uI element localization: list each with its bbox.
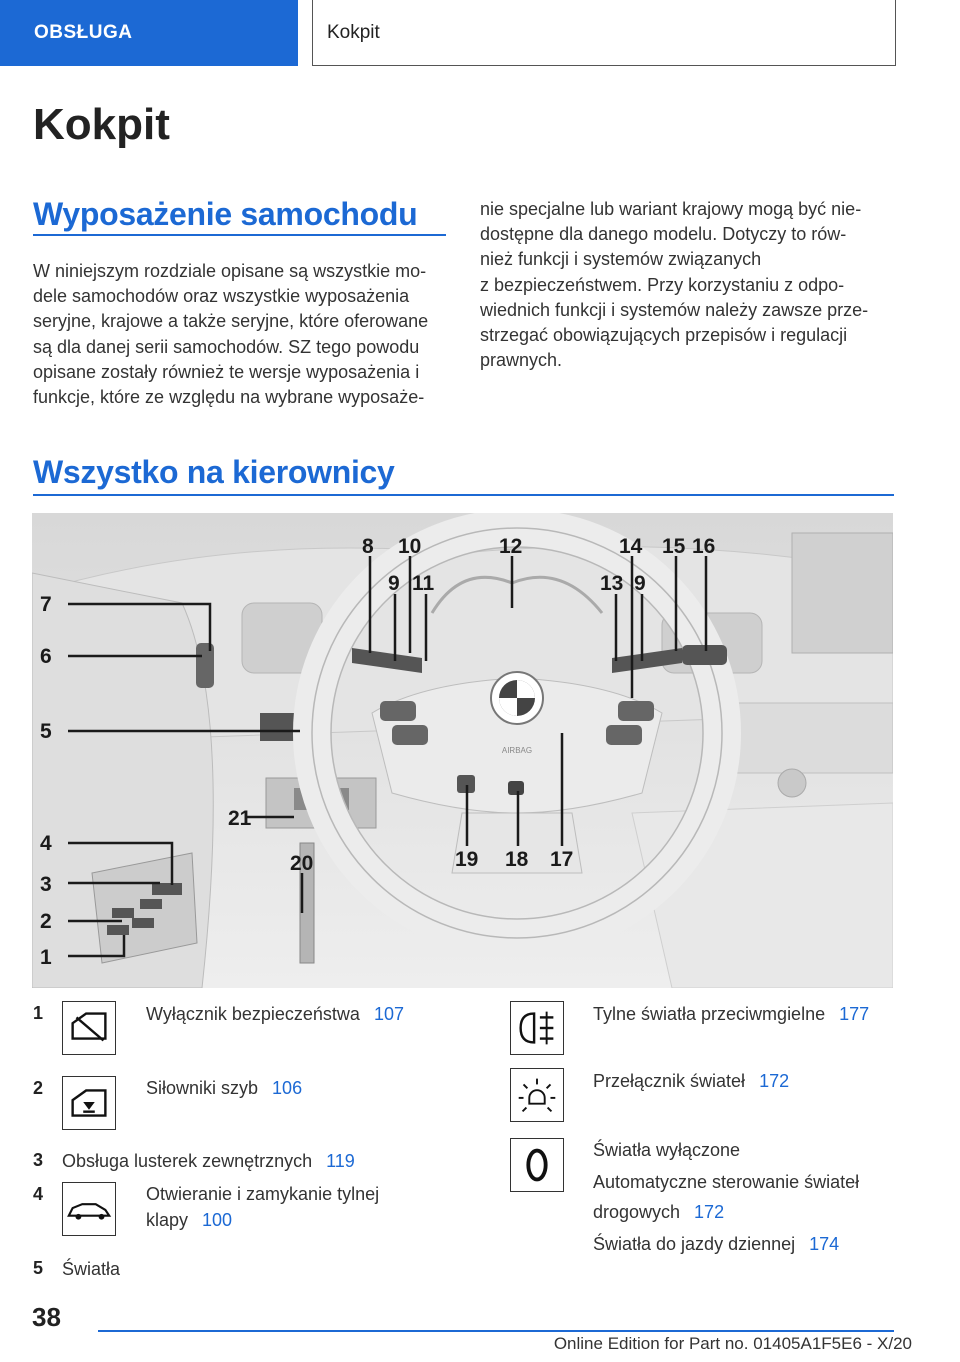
- text-line: seryjne, krajowe a także seryjne, które oferowane: [33, 311, 429, 332]
- cockpit-drawing: [32, 513, 893, 988]
- callout-6: 6: [40, 645, 52, 668]
- legend-item-5: [62, 1256, 120, 1282]
- text-line: wiednich funkcji i systemów należy zawsze prze‐: [480, 299, 869, 320]
- callout-1: 1: [40, 946, 52, 969]
- legend-item-rear-fog: [593, 1001, 869, 1027]
- airbag-label: AIRBAG: [501, 746, 533, 755]
- callout-14: 14: [619, 535, 643, 558]
- child-lock-icon: [62, 1001, 116, 1055]
- legend-label: Światła: [62, 1259, 121, 1279]
- legend-label: klapy: [146, 1210, 189, 1230]
- legend-label: Obsługa lusterek zewnętrznych: [62, 1151, 313, 1171]
- tailgate-icon: [62, 1182, 116, 1236]
- text-line: dostępne dla danego modelu. Dotyczy to rów‐: [480, 224, 847, 245]
- callout-9-right: 9: [634, 572, 646, 595]
- callout-21: 21: [228, 807, 252, 830]
- callout-3: 3: [40, 873, 52, 896]
- text-line: strzegać obowiązujących przepisów i regulacji: [480, 325, 848, 346]
- equipment-text-col1: [33, 259, 453, 410]
- callout-7: 7: [40, 593, 52, 616]
- callout-13: 13: [600, 572, 624, 595]
- text-line: dele samochodów oraz wszystkie wyposażenia: [33, 286, 410, 307]
- page-ref[interactable]: 177: [839, 1004, 870, 1024]
- footer-rule: [98, 1330, 894, 1332]
- legend-label: Automatyczne sterowanie świateł: [593, 1172, 860, 1192]
- legend-label: Wyłącznik bezpieczeństwa: [146, 1004, 360, 1024]
- callout-4: 4: [40, 832, 52, 855]
- lights-off-icon: [510, 1138, 564, 1192]
- text-line: funkcje, które ze względu na wybrane wyposaże‐: [33, 387, 425, 408]
- page-ref[interactable]: 172: [694, 1202, 725, 1222]
- equipment-text-col2: [480, 197, 895, 373]
- legend-label: Światła wyłączone: [593, 1140, 741, 1160]
- page-ref[interactable]: 106: [272, 1078, 303, 1098]
- callout-11: 11: [412, 572, 435, 595]
- legend-num: 3: [33, 1150, 44, 1170]
- legend-label: Siłowniki szyb: [146, 1078, 259, 1098]
- window-lift-icon: [62, 1076, 116, 1130]
- text-line: są dla danej serii samochodów. SZ tego powodu: [33, 336, 420, 357]
- legend-label: Tylne światła przeciwmgielne: [593, 1004, 826, 1024]
- legend-item-light-switch: [593, 1068, 789, 1094]
- page-number: 38: [32, 1302, 61, 1332]
- legend-num: 2: [33, 1078, 44, 1098]
- callout-12: 12: [499, 535, 523, 558]
- text-line: nież funkcji i systemów związanych: [480, 249, 762, 270]
- light-switch-icon: [510, 1068, 564, 1122]
- equipment-heading: Wyposażenie samochodu: [33, 196, 418, 232]
- legend-label: Przełącznik świateł: [593, 1071, 746, 1091]
- text-line: prawnych.: [480, 350, 563, 371]
- legend-item-1: [146, 1001, 404, 1027]
- page-title: Kokpit: [33, 100, 170, 149]
- callout-5: 5: [40, 720, 52, 743]
- equipment-rule: [33, 234, 446, 236]
- callout-16: 16: [692, 535, 716, 558]
- callout-19: 19: [455, 848, 479, 871]
- footer-text: Online Edition for Part no. 01405A1F5E6 - X/20: [553, 1334, 912, 1353]
- legend-num: 5: [33, 1258, 44, 1278]
- callout-2: 2: [40, 910, 52, 933]
- page-ref[interactable]: 107: [373, 1004, 404, 1024]
- steering-wheel-rule: [33, 494, 894, 496]
- legend-item-4: [146, 1181, 379, 1233]
- page-ref[interactable]: 172: [759, 1071, 790, 1091]
- callout-9-left: 9: [388, 572, 400, 595]
- chapter-tab: [312, 0, 896, 66]
- callout-15: 15: [662, 535, 686, 558]
- legend-item-lights-off: [593, 1135, 859, 1259]
- text-line: opisane zostały również te wersje wyposażenia i: [33, 361, 420, 382]
- legend-item-3: [62, 1148, 355, 1174]
- legend-num: 1: [33, 1003, 44, 1023]
- callout-18: 18: [505, 848, 529, 871]
- page-ref[interactable]: 119: [326, 1151, 355, 1171]
- callout-8: 8: [362, 535, 374, 558]
- legend-label: drogowych: [593, 1202, 681, 1222]
- legend-item-2: [146, 1075, 302, 1101]
- steering-wheel-heading: Wszystko na kierownicy: [33, 454, 395, 490]
- section-label: OBSŁUGA: [34, 22, 133, 43]
- text-line: z bezpieczeństwem. Przy korzystaniu z odpo‐: [480, 274, 845, 295]
- text-line: W niniejszym rozdziale opisane są wszystkie mo‐: [33, 261, 427, 281]
- callout-17: 17: [550, 848, 574, 871]
- page-ref[interactable]: 174: [809, 1234, 840, 1254]
- callout-20: 20: [290, 852, 314, 875]
- page-ref[interactable]: 100: [202, 1210, 233, 1230]
- text-line: nie specjalne lub wariant krajowy mogą być nie‐: [480, 199, 862, 219]
- legend-label: Otwieranie i zamykanie tylnej: [146, 1184, 380, 1204]
- legend-label: Światła do jazdy dziennej: [593, 1234, 796, 1254]
- rear-fog-light-icon: [510, 1001, 564, 1055]
- legend-num: 4: [33, 1184, 44, 1204]
- section-tab: [0, 0, 298, 66]
- callout-10: 10: [398, 535, 422, 558]
- chapter-label: Kokpit: [327, 21, 380, 43]
- cockpit-illustration: [32, 513, 893, 988]
